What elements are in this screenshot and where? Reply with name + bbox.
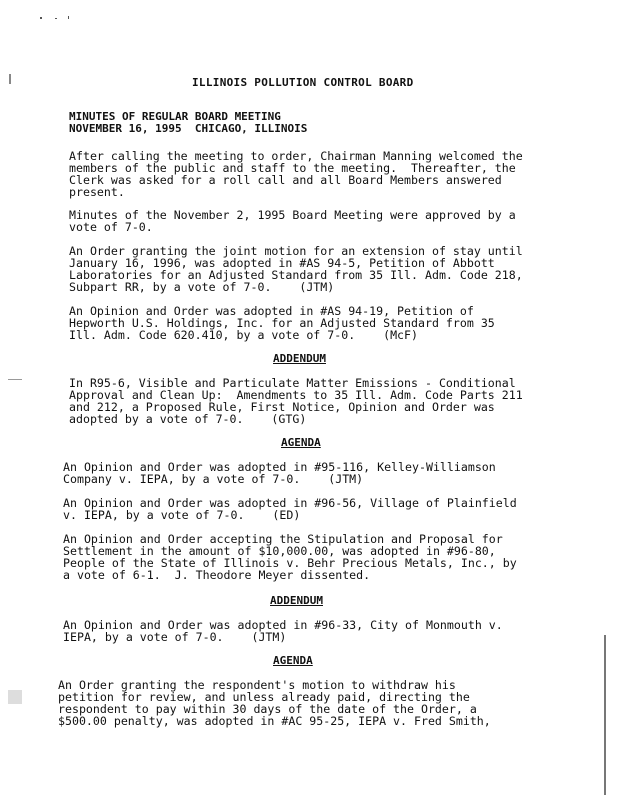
paragraph-line: Hepworth U.S. Holdings, Inc. for an Adjusted Standard from 35 — [69, 316, 495, 330]
paragraph-line: adopted by a vote of 7-0. (GTG) — [69, 412, 307, 426]
minutes-heading: MINUTES OF REGULAR BOARD MEETING — [69, 110, 281, 123]
section-heading-agenda: AGENDA — [273, 654, 313, 667]
section-heading-agenda: AGENDA — [281, 436, 321, 449]
paragraph-line: People of the State of Illinois v. Behr Precious Metals, Inc., by — [63, 556, 517, 570]
paragraph-line: Subpart RR, by a vote of 7-0. (JTM) — [69, 280, 335, 294]
paragraph-line: and 212, a Proposed Rule, First Notice, Opinion and Order was — [69, 400, 495, 414]
paragraph-line: v. IEPA, by a vote of 7-0. (ED) — [63, 508, 301, 522]
paragraph-line: An Opinion and Order accepting the Stipulation and Proposal for — [63, 532, 503, 546]
scan-speck — [40, 17, 42, 19]
scan-edge-mark — [604, 635, 606, 795]
paragraph-line: An Opinion and Order was adopted in #96-33, City of Monmouth v. — [63, 618, 503, 632]
scan-speck — [55, 18, 57, 19]
paragraph-line: members of the public and staff to the meeting. Thereafter, the — [69, 161, 516, 175]
paragraph-line: petition for review, and unless already paid, directing the — [58, 690, 470, 704]
paragraph-line: January 16, 1996, was adopted in #AS 94-5, Petition of Abbott — [69, 256, 495, 270]
paragraph-line: a vote of 6-1. J. Theodore Meyer dissented. — [63, 568, 371, 582]
paragraph-line: Minutes of the November 2, 1995 Board Meeting were approved by a — [69, 208, 516, 222]
paragraph-line: An Order granting the respondent's motion to withdraw his — [58, 678, 456, 692]
paragraph-line: In R95-6, Visible and Particulate Matter Emissions - Conditional — [69, 376, 516, 390]
paragraph-line: An Order granting the joint motion for an extension of stay until — [69, 244, 523, 258]
meeting-date-location: NOVEMBER 16, 1995 CHICAGO, ILLINOIS — [69, 122, 308, 135]
section-heading-addendum: ADDENDUM — [270, 594, 323, 607]
paragraph-line: After calling the meeting to order, Chairman Manning welcomed the — [69, 149, 523, 163]
paragraph-line: An Opinion and Order was adopted in #96-56, Village of Plainfield — [63, 496, 517, 510]
scan-speck — [8, 379, 22, 380]
paragraph-line: vote of 7-0. — [69, 220, 153, 234]
page-title: ILLINOIS POLLUTION CONTROL BOARD — [192, 76, 414, 89]
section-heading-addendum: ADDENDUM — [273, 352, 326, 365]
paragraph-line: Company v. IEPA, by a vote of 7-0. (JTM) — [63, 472, 364, 486]
paragraph-line: Clerk was asked for a roll call and all Board Members answered — [69, 173, 502, 187]
paragraph-line: Ill. Adm. Code 620.410, by a vote of 7-0. (McF) — [69, 328, 419, 342]
scan-speck — [9, 74, 11, 84]
paragraph-line: An Opinion and Order was adopted in #AS 94-19, Petition of — [69, 304, 474, 318]
paragraph-line: respondent to pay within 30 days of the date of the Order, a — [58, 702, 477, 716]
paragraph-line: present. — [69, 185, 125, 199]
scan-speck — [68, 16, 69, 19]
paragraph-line: Laboratories for an Adjusted Standard from 35 Ill. Adm. Code 218, — [69, 268, 523, 282]
paragraph-line: $500.00 penalty, was adopted in #AC 95-25, IEPA v. Fred Smith, — [58, 714, 491, 728]
paragraph-line: Settlement in the amount of $10,000.00, was adopted in #96-80, — [63, 544, 496, 558]
paragraph-line: An Opinion and Order was adopted in #95-116, Kelley-Williamson — [63, 460, 496, 474]
scan-speck — [8, 690, 22, 704]
paragraph-line: IEPA, by a vote of 7-0. (JTM) — [63, 630, 287, 644]
paragraph-line: Approval and Clean Up: Amendments to 35 Ill. Adm. Code Parts 211 — [69, 388, 523, 402]
